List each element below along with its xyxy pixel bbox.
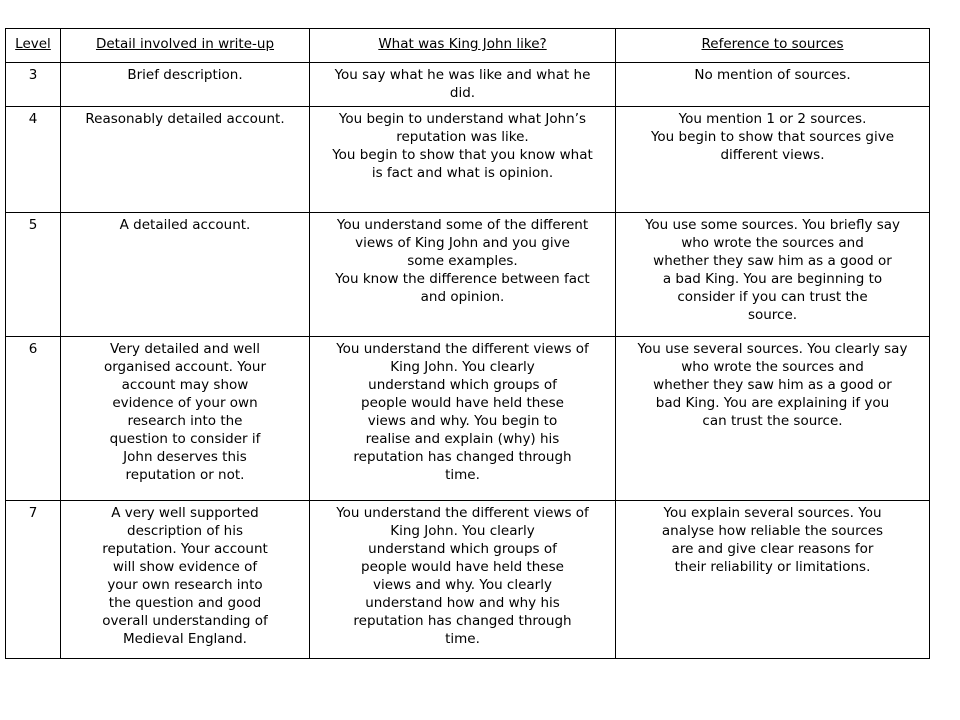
table-row [6,501,930,659]
header-sources: Reference to sources [616,29,930,63]
cell-level: 6 [6,337,61,501]
cell-king-john-like: You understand the different views of King John. You clearly understand which groups of people would have held these views and why. You clearly understand how and why his reputation has changed through time. [310,501,616,659]
cell-sources: You use several sources. You clearly say who wrote the sources and whether they saw him as a good or bad King. You are explaining if you can trust the source. [616,337,930,501]
assessment-table [5,28,930,659]
cell-detail: Very detailed and well organised account. Your account may show evidence of your own research into the question to consider if John deserves this reputation or not. [61,337,310,501]
cell-sources: No mention of sources. [616,63,930,107]
table-row [6,107,930,213]
cell-sources: You use some sources. You briefly say who wrote the sources and whether they saw him as a good or a bad King. You are beginning to consider if you can trust the source. [616,213,930,337]
cell-detail: A very well supported description of his reputation. Your account will show evidence of your own research into the question and good overall understanding of Medieval England. [61,501,310,659]
cell-level: 7 [6,501,61,659]
cell-detail: A detailed account. [61,213,310,337]
cell-level: 4 [6,107,61,213]
cell-detail: Reasonably detailed account. [61,107,310,213]
header-row [6,29,930,63]
cell-king-john-like: You say what he was like and what he did. [310,63,616,107]
cell-king-john-like: You begin to understand what John’s reputation was like. You begin to show that you know what is fact and what is opinion. [310,107,616,213]
header-detail: Detail involved in write-up [61,29,310,63]
cell-sources: You explain several sources. You analyse how reliable the sources are and give clear reasons for their reliability or limitations. [616,501,930,659]
cell-level: 3 [6,63,61,107]
cell-detail: Brief description. [61,63,310,107]
table-row [6,63,930,107]
header-level: Level [6,29,61,63]
table-row [6,337,930,501]
cell-king-john-like: You understand the different views of King John. You clearly understand which groups of people would have held these views and why. You begin to realise and explain (why) his reputation has changed through time. [310,337,616,501]
table-row [6,213,930,337]
cell-level: 5 [6,213,61,337]
cell-sources: You mention 1 or 2 sources. You begin to show that sources give different views. [616,107,930,213]
cell-king-john-like: You understand some of the different views of King John and you give some examples. You know the difference between fact and opinion. [310,213,616,337]
header-king-john-like: What was King John like? [310,29,616,63]
